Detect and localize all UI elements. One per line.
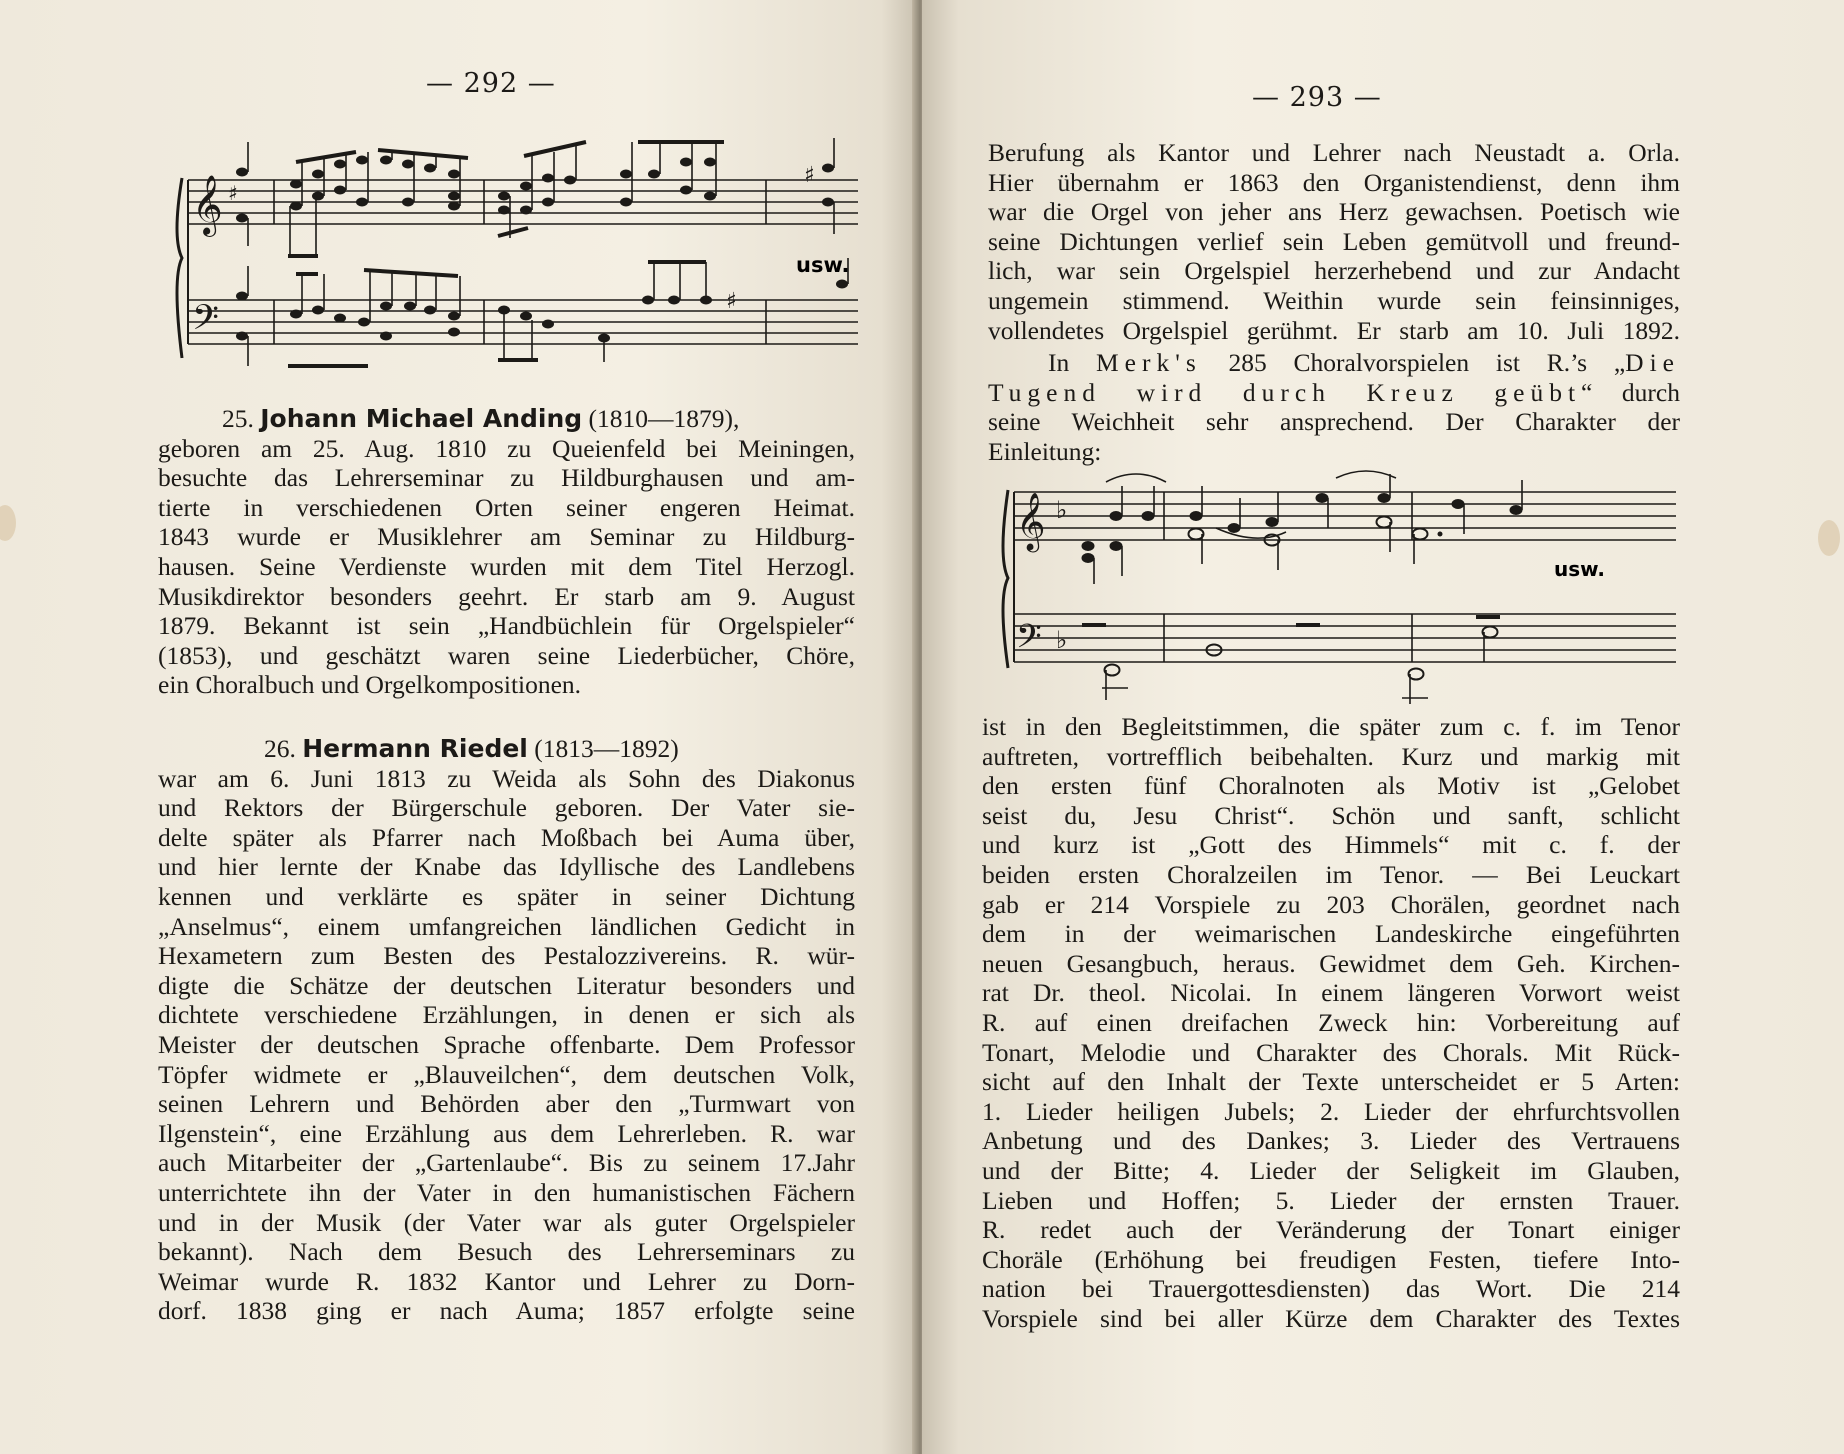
text-line: rat Dr. theol. Nicolai. In einem längeren Vorwort weist xyxy=(982,978,1680,1008)
text-line: „Anselmus“, einem umfangreichen ländlichen Gedicht in xyxy=(158,911,855,941)
paragraph-1 xyxy=(988,138,1680,345)
text-line: dem in der weimarischen Landeskirche eingeführten xyxy=(982,919,1680,949)
text-run: 285 Choralvorspielen ist R.’s „ xyxy=(1201,348,1626,377)
svg-text:♭: ♭ xyxy=(1056,496,1068,524)
text-line: seist du, Jesu Christ“. Schön und sanft, schlicht xyxy=(982,800,1680,830)
svg-text:♯: ♯ xyxy=(726,289,737,314)
entry-25-heading xyxy=(158,404,855,434)
text-line: seinen Lehrern und Behörden aber den „Turmwart von xyxy=(158,1089,855,1119)
text-line: Lieben und Hoffen; 5. Lieder der ernsten Trauer. xyxy=(982,1185,1680,1215)
text-line: 1. Lieder heiligen Jubels; 2. Lieder der ehrfurchtsvollen xyxy=(982,1096,1680,1126)
text-line: Hier übernahm er 1863 den Organistendienst, denn ihm xyxy=(988,167,1680,197)
text-line: neuen Gesangbuch, heraus. Gewidmet dem Geh. Kirchen- xyxy=(982,948,1680,978)
text-line: Meister der deutschen Sprache offenbarte. Dem Professor xyxy=(158,1029,855,1059)
text-line: gab er 214 Vorspiele zu 203 Chorälen, geordnet nach xyxy=(982,889,1680,919)
text-line: und in der Musik (der Vater war als guter Orgelspieler xyxy=(158,1207,855,1237)
svg-text:♯: ♯ xyxy=(228,181,238,205)
text-line: Choräle (Erhöhung bei freudigen Festen, tiefere Into- xyxy=(982,1244,1680,1274)
text-line: vollendetes Orgelspiel gerühmt. Er starb am 10. Juli 1892. xyxy=(988,315,1680,345)
paragraph-3 xyxy=(982,712,1680,1333)
entry-number: 25. xyxy=(222,404,254,433)
paper-stain xyxy=(0,505,16,541)
svg-text:♯: ♯ xyxy=(804,163,815,188)
text-line: lich, war sein Orgelspiel herzerhebend und zur Andacht xyxy=(988,256,1680,286)
music-annotation: usw. xyxy=(1554,557,1605,581)
text-line: geboren am 25. Aug. 1810 zu Queienfeld bei Meiningen, xyxy=(158,433,855,463)
music-example-2 xyxy=(996,468,1686,708)
text-line: und hier lernte der Knabe das Idyllische des Landlebens xyxy=(158,852,855,882)
text-line: ein Choralbuch und Orgelkompositionen. xyxy=(158,670,582,700)
entry-26 xyxy=(158,734,855,1326)
paper-stain xyxy=(1818,520,1840,556)
composer-dates: (1813—1892) xyxy=(534,734,679,763)
text-line: bekannt). Nach dem Besuch des Lehrerseminars zu xyxy=(158,1237,855,1267)
text-line: ist in den Begleitstimmen, die später zum c. f. im Tenor xyxy=(982,712,1680,741)
text-line: (1853), und geschätzt waren seine Liederbücher, Chöre, xyxy=(158,640,855,670)
left-page xyxy=(0,0,918,1454)
svg-text:𝄢: 𝄢 xyxy=(1016,618,1042,664)
text-line: 1879. Bekannt ist sein „Handbüchlein für Orgelspieler“ xyxy=(158,611,855,641)
text-line: und Rektors der Bürgerschule geboren. Der Vater sie- xyxy=(158,793,855,823)
spaced-title: Die xyxy=(1625,348,1680,377)
text-line: seine Weichheit sehr ansprechend. Der Charakter der xyxy=(988,407,1680,437)
page-number: — 292 — xyxy=(426,68,556,99)
text-line: Ilgenstein“, eine Erzählung aus dem Lehrerleben. R. war xyxy=(158,1118,855,1148)
text-line: kennen und verklärte es später in seiner Dichtung xyxy=(158,881,855,911)
text-line: dorf. 1838 ging er nach Auma; 1857 erfolgte seine xyxy=(158,1296,855,1326)
text-run: “ durch xyxy=(1581,377,1680,407)
text-line: unterrichtete ihn der Vater in den humanistischen Fächern xyxy=(158,1177,855,1207)
text-line: Hexametern zum Besten des Pestalozzivereins. R. wür- xyxy=(158,941,855,971)
text-line: Berufung als Kantor und Lehrer nach Neustadt a. Orla. xyxy=(988,138,1680,167)
text-line: 1843 wurde er Musiklehrer am Seminar zu Hildburg- xyxy=(158,522,855,552)
text-line: Weimar wurde R. 1832 Kantor und Lehrer zu Dorn- xyxy=(158,1266,855,1296)
text-line: R. auf einen dreifachen Zweck hin: Vorbereitung auf xyxy=(982,1007,1680,1037)
text-line: auftreten, vortrefflich beibehalten. Kurz und markig mit xyxy=(982,741,1680,771)
text-line xyxy=(988,348,1680,378)
text-line: und der Bitte; 4. Lieder der Seligkeit im Glauben, xyxy=(982,1155,1680,1185)
text-line: den ersten fünf Choralnoten als Motiv ist „Gelobet xyxy=(982,771,1680,801)
music-example-1 xyxy=(168,138,868,368)
text-line: ungemein stimmend. Weithin wurde sein feinsinniges, xyxy=(988,285,1680,315)
text-line: war am 6. Juni 1813 zu Weida als Sohn des Diakonus xyxy=(158,763,855,793)
svg-text:𝄢: 𝄢 xyxy=(192,297,220,346)
spaced-title: Tugend wird durch Kreuz geübt xyxy=(988,377,1582,407)
music-annotation: usw. xyxy=(796,253,850,277)
music-score-svg xyxy=(168,138,868,368)
text-line: R. redet auch der Veränderung der Tonart einiger xyxy=(982,1215,1680,1245)
text-line: Vorspiele sind bei aller Kürze dem Charakter des Textes xyxy=(982,1303,1680,1333)
text-line: Einleitung: xyxy=(988,436,1102,466)
text-line xyxy=(988,378,1680,408)
svg-text:♭: ♭ xyxy=(1056,626,1068,654)
text-line: delte später als Pfarrer nach Moßbach bei Auma über, xyxy=(158,822,855,852)
text-line: Tonart, Melodie und Charakter des Chorals. Mit Rück- xyxy=(982,1037,1680,1067)
svg-text:𝄞: 𝄞 xyxy=(1016,492,1046,550)
composer-name: Hermann Riedel xyxy=(302,734,528,763)
spaced-name: Merk's xyxy=(1096,348,1202,377)
text-line: auch Mitarbeiter der „Gartenlaube“. Bis zu seinem 17.Jahr xyxy=(158,1148,855,1178)
text-line: seine Dichtungen verlief sein Leben gemütvoll und freund- xyxy=(988,226,1680,256)
composer-name: Johann Michael Anding xyxy=(260,404,583,433)
paragraph-2 xyxy=(988,348,1680,466)
text-line: beiden ersten Choralzeilen im Tenor. — Bei Leuckart xyxy=(982,859,1680,889)
text-line: nation bei Trauergottesdiensten) das Wort. Die 214 xyxy=(982,1274,1680,1304)
entry-number: 26. xyxy=(264,734,296,763)
entry-25 xyxy=(158,404,855,700)
text-line: sicht auf den Inhalt der Texte unterscheidet er 5 Arten: xyxy=(982,1067,1680,1097)
text-line: Musikdirektor besonders geehrt. Er starb am 9. August xyxy=(158,581,855,611)
text-line: Töpfer widmete er „Blauveilchen“, dem deutschen Volk, xyxy=(158,1059,855,1089)
page-number: — 293 — xyxy=(1252,82,1382,113)
right-page xyxy=(922,0,1844,1454)
composer-dates: (1810—1879), xyxy=(588,404,740,433)
text-line: hausen. Seine Verdienste wurden mit dem Titel Herzogl. xyxy=(158,551,855,581)
text-line: besuchte das Lehrerseminar zu Hildburghausen und am- xyxy=(158,463,855,493)
text-line: Anbetung und des Dankes; 3. Lieder des Vertrauens xyxy=(982,1126,1680,1156)
text-line: digte die Schätze der deutschen Literatur besonders und xyxy=(158,970,855,1000)
text-line: und kurz ist „Gott des Himmels“ mit c. f. der xyxy=(982,830,1680,860)
text-line: war die Orgel von jeher ans Herz gewachsen. Poetisch wie xyxy=(988,197,1680,227)
entry-26-heading xyxy=(158,734,855,764)
text-run: In xyxy=(1048,348,1096,377)
svg-text:𝄞: 𝄞 xyxy=(192,175,223,235)
text-line: tierte in verschiedenen Orten seiner engeren Heimat. xyxy=(158,492,855,522)
text-line: dichtete verschiedene Erzählungen, in denen er sich als xyxy=(158,1000,855,1030)
music-score-svg xyxy=(996,468,1686,708)
